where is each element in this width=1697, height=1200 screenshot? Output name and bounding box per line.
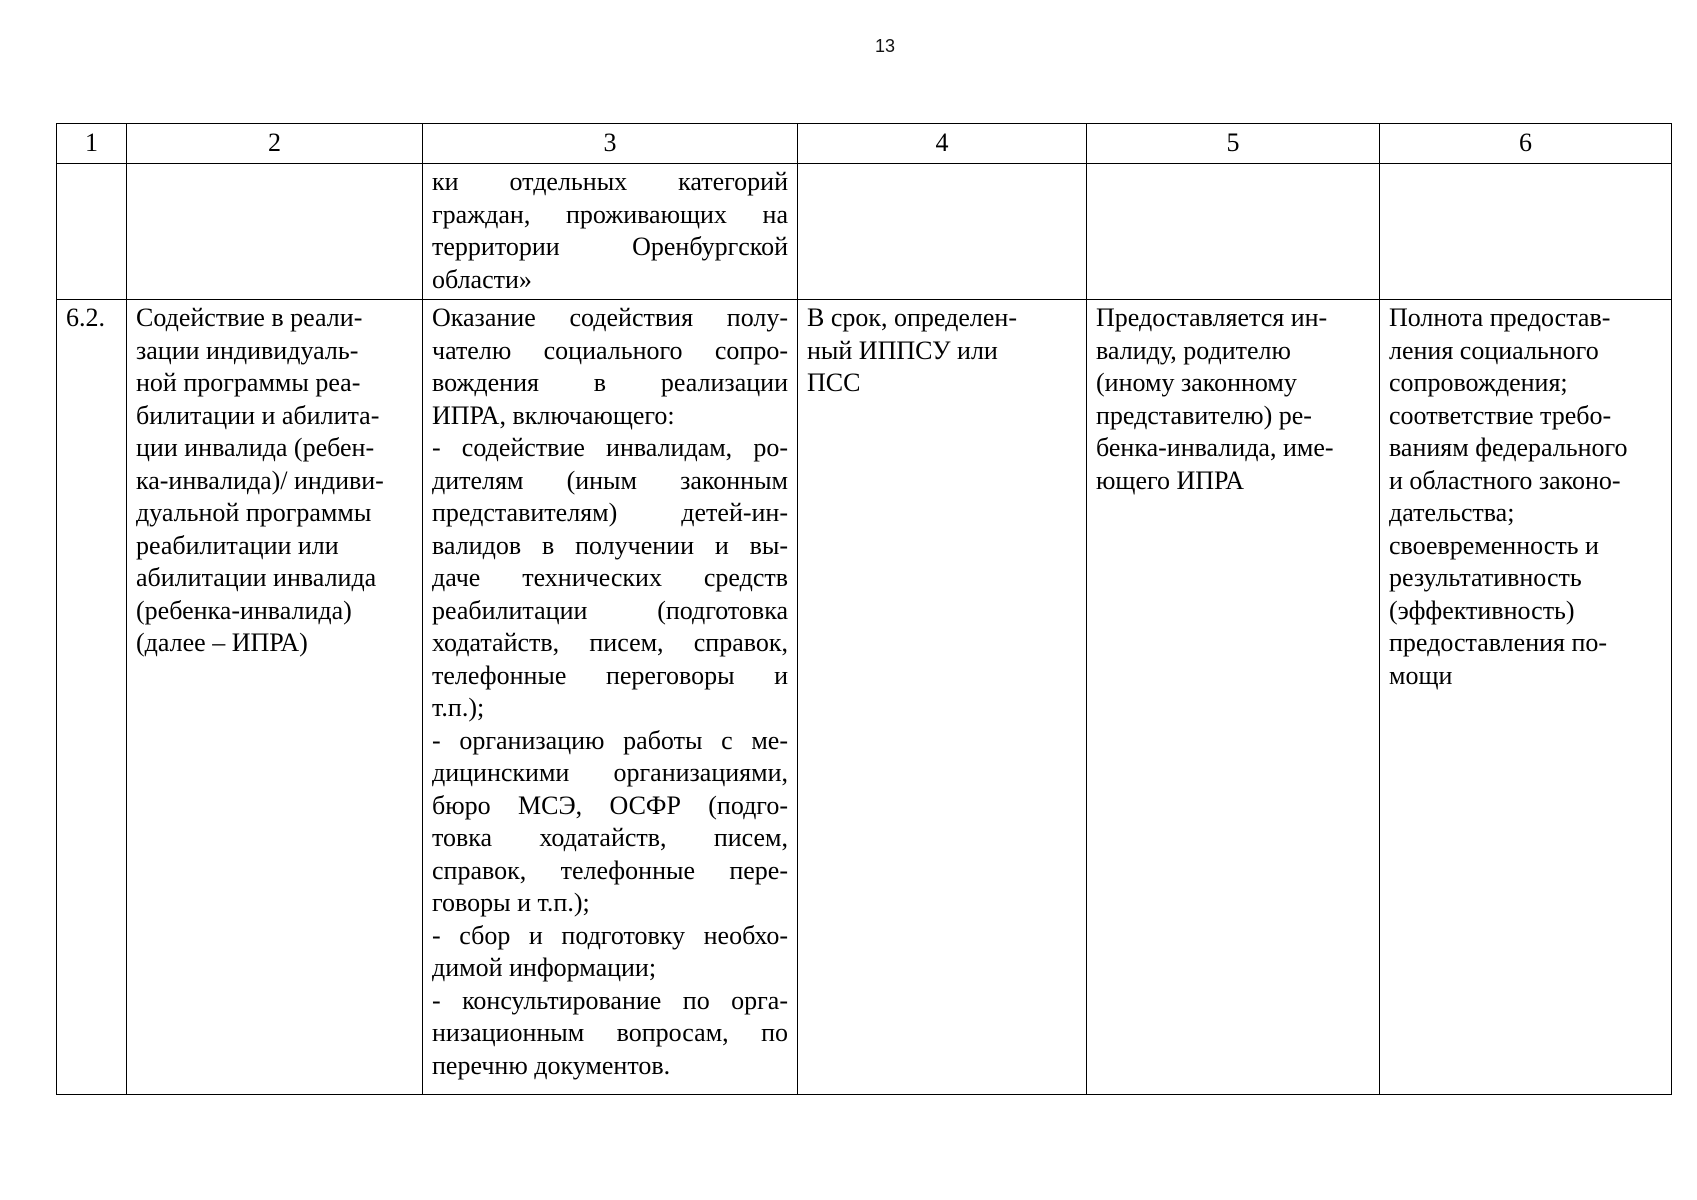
recipient-cell: Предоставляется ин- валиду, родителю (иному законному представителю) ре- бенка-инвалида, име- ющего ИПРА [1087,300,1380,1095]
description-line: низационным вопросам, по [432,1018,788,1047]
description-line: - сбор и подготовку необхо- [432,920,788,950]
description-line: бюро МСЭ, ОСФР (подго- [432,790,788,820]
cont-col-3-line: граждан, проживающих на [432,199,788,229]
row-6-2 [57,300,1672,1095]
header-col-4: 4 [798,124,1087,164]
header-col-1: 1 [57,124,127,164]
cont-col-3-line: ки отдельных категорий [432,167,788,196]
row-number: 6.2. [57,300,127,1095]
header-col-2: 2 [127,124,423,164]
header-row [57,124,1672,164]
description-line: ходатайств, писем, справок, [432,628,788,657]
service-description-cell [423,300,798,1095]
description-line: Оказание содействия полу- [432,303,788,332]
service-name-cell: Содействие в реали- зации индивидуаль- ной программы реа- билитации и абилита- ции инвалида (ребен- ка-инвалида)/ индиви- дуальной программы реабилитации или абилитации инвалида (ребенка-инвалида) (далее – ИПРА) [127,300,423,1095]
header-col-3: 3 [423,124,798,164]
services-table [56,123,1672,1095]
cont-col-2 [127,164,423,300]
description-line: димой информации; [432,953,657,982]
cont-col-3-line: территории Оренбургской [432,232,788,261]
page-number: 13 [874,36,896,56]
description-line: - консультирование по орга- [432,985,788,1015]
description-line: справок, телефонные пере- [432,855,788,885]
cont-col-6 [1380,164,1672,300]
quality-criteria-cell: Полнота предостав- ления социального сопровождения; соответствие требо- ваниям федерального и областного законо- дательства; своевременность и результативность (эффективность) предоставления по- мощи [1380,300,1672,1095]
description-line: реабилитации (подготовка [432,595,788,625]
description-line: чателю социального сопро- [432,335,788,365]
cont-col-3 [423,164,798,300]
header-col-6: 6 [1380,124,1672,164]
description-line: ИПРА, включающего: [432,400,675,430]
cont-col-1 [57,164,127,300]
continuation-row [57,164,1672,300]
description-line: товка ходатайств, писем, [432,823,788,852]
description-line: дицинскими организациями, [432,758,788,787]
cont-col-3-line: области» [432,264,532,294]
description-line: перечню документов. [432,1050,671,1080]
description-line: - содействие инвалидам, ро- [432,433,788,462]
description-line: даче технических средств [432,563,788,592]
description-line: представителям) детей-ин- [432,498,788,527]
description-line: дителям (иным законным [432,465,788,495]
cont-col-4 [798,164,1087,300]
description-line: вождения в реализации [432,368,788,397]
deadline-cell: В срок, определен- ный ИППСУ или ПСС [798,300,1087,1095]
description-line: - организацию работы с ме- [432,725,788,755]
cont-col-5 [1087,164,1380,300]
description-line: говоры и т.п.); [432,888,590,917]
description-line: т.п.); [432,693,485,722]
description-line: телефонные переговоры и [432,660,788,690]
description-line: валидов в получении и вы- [432,530,788,560]
header-col-5: 5 [1087,124,1380,164]
